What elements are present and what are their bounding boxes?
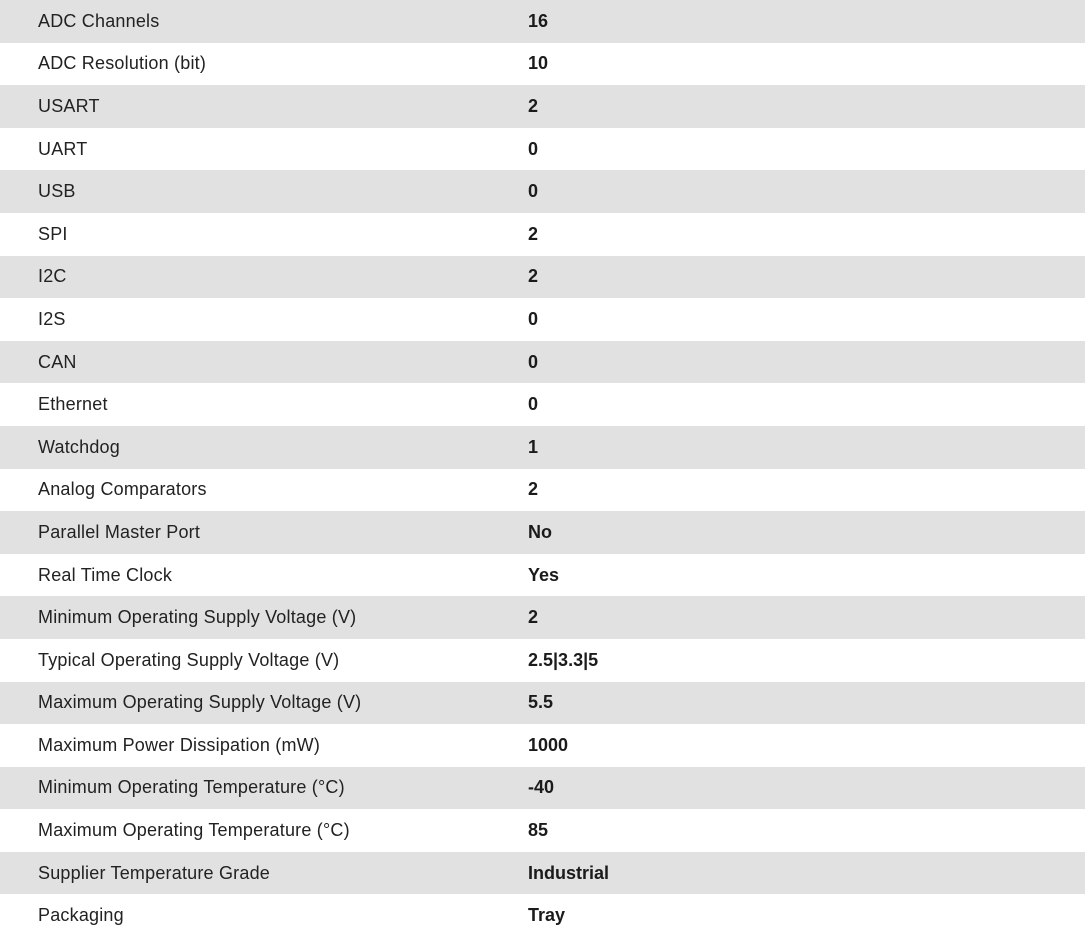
spec-row-adc-resolution xyxy=(0,43,1085,86)
spec-row-parallel-master-port xyxy=(0,511,1085,554)
spec-row-usart xyxy=(0,85,1085,128)
spec-value: 2 xyxy=(528,607,539,628)
spec-label: Ethernet xyxy=(38,394,108,415)
spec-row-packaging xyxy=(0,894,1085,932)
spec-value: 10 xyxy=(528,53,549,74)
spec-value: 2 xyxy=(528,479,539,500)
spec-row-can xyxy=(0,341,1085,384)
spec-label: Typical Operating Supply Voltage (V) xyxy=(38,649,340,670)
spec-value: No xyxy=(528,521,552,542)
spec-value: 2 xyxy=(528,95,539,116)
spec-value: Tray xyxy=(528,905,566,926)
spec-value: 1000 xyxy=(528,734,569,755)
spec-label: Real Time Clock xyxy=(38,564,173,585)
spec-value: -40 xyxy=(528,777,555,798)
spec-value: 2 xyxy=(528,223,539,244)
spec-label: UART xyxy=(38,138,88,159)
spec-row-max-operating-temp xyxy=(0,809,1085,852)
spec-label: Packaging xyxy=(38,905,124,926)
spec-row-min-supply-voltage xyxy=(0,596,1085,639)
spec-value: 0 xyxy=(528,308,539,329)
spec-value: 2.5|3.3|5 xyxy=(528,649,599,670)
spec-value: 5.5 xyxy=(528,692,554,713)
spec-label: SPI xyxy=(38,223,68,244)
spec-label: CAN xyxy=(38,351,77,372)
spec-label: I2S xyxy=(38,308,66,329)
spec-value: Yes xyxy=(528,564,560,585)
spec-label: Minimum Operating Supply Voltage (V) xyxy=(38,607,357,628)
spec-row-usb xyxy=(0,170,1085,213)
spec-value: 16 xyxy=(528,10,549,31)
spec-label: Supplier Temperature Grade xyxy=(38,862,270,883)
spec-row-max-supply-voltage xyxy=(0,682,1085,725)
spec-value: 0 xyxy=(528,394,539,415)
spec-label: Parallel Master Port xyxy=(38,521,201,542)
spec-value: 0 xyxy=(528,138,539,159)
spec-row-real-time-clock xyxy=(0,554,1085,597)
spec-label: ADC Channels xyxy=(38,10,160,31)
spec-label: USB xyxy=(38,181,76,202)
spec-row-adc-channels xyxy=(0,0,1085,43)
spec-label: Maximum Operating Supply Voltage (V) xyxy=(38,692,362,713)
spec-row-typical-supply-voltage xyxy=(0,639,1085,682)
spec-label: I2C xyxy=(38,266,67,287)
spec-value: 85 xyxy=(528,820,549,841)
spec-value: Industrial xyxy=(528,862,610,883)
spec-label: Watchdog xyxy=(38,436,120,457)
spec-value: 0 xyxy=(528,351,539,372)
spec-label: Minimum Operating Temperature (°C) xyxy=(38,777,345,798)
spec-row-watchdog xyxy=(0,426,1085,469)
spec-row-i2c xyxy=(0,256,1085,299)
spec-label: USART xyxy=(38,95,100,116)
spec-value: 1 xyxy=(528,436,539,457)
spec-row-temperature-grade xyxy=(0,852,1085,895)
spec-row-uart xyxy=(0,128,1085,171)
spec-row-i2s xyxy=(0,298,1085,341)
spec-value: 2 xyxy=(528,266,539,287)
spec-row-min-operating-temp xyxy=(0,767,1085,810)
spec-row-max-power-dissipation xyxy=(0,724,1085,767)
spec-label: Maximum Power Dissipation (mW) xyxy=(38,734,321,755)
spec-label: Maximum Operating Temperature (°C) xyxy=(38,820,350,841)
spec-label: ADC Resolution (bit) xyxy=(38,53,207,74)
spec-value: 0 xyxy=(528,181,539,202)
spec-label: Analog Comparators xyxy=(38,479,207,500)
spec-row-analog-comparators xyxy=(0,469,1085,512)
spec-row-spi xyxy=(0,213,1085,256)
spec-row-ethernet xyxy=(0,383,1085,426)
